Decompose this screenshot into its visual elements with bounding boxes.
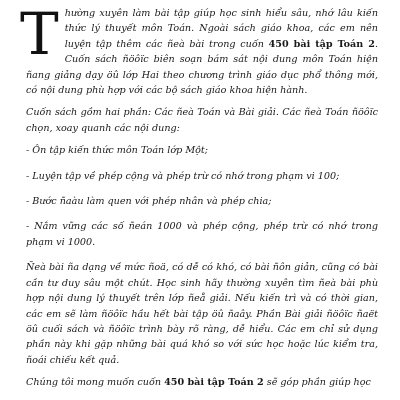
intro-text-before: hường xuyên làm bài tập giúp học sinh hiểu sâu, nhớ lâu kiến thức lý thuyết môn Toán. Ngoài sách giáo khoa, các em nên luyện tập thêm các ñeà bài trong cuốn (64, 8, 378, 50)
closing-paragraph (26, 375, 378, 390)
closing-text-before: Chúng tôi mong muốn cuốn (26, 377, 165, 389)
book-title: 450 bài tập Toán 2 (268, 38, 375, 50)
list-item: - Ôn tập kiến thức môn Toán lớp Một; (26, 145, 208, 157)
drop-cap: T (20, 0, 59, 68)
structure-paragraph: Cuốn sách gồm hai phần: Các ñeà Toán và Bài giải. Các ñeà Toán ñöôïc chọn, xoay quanh các nội dung: (26, 107, 378, 134)
usage-paragraph: Ñeà bài ña dạng về mức ñoä, có dễ có khó, có bài ñôn giản, cũng có bài cần tư duy sâu một chút. Học sinh hãy thường xuyên tìm ñeà bài phù hợp nội dung lý thuyết trên lớp ñeå giải. Nếu kiến trì và có thời gian, các em sẽ làm ñöôïc hầu hết bài tập öû ñaây. Phần Bài giải ñöôïc ñaët öû cuối sách và ñöôïc trình bày rõ ràng, dễ hiểu. Các em chỉ sử dụng phần này khi gặp những bài quá khó so với sức học hoặc lúc kiểm tra, ñoái chiếu kết quả. (26, 262, 378, 366)
book-title-closing: 450 bài tập Toán 2 (164, 377, 264, 389)
list-item: - Luyện tập về phép cộng và phép trừ có nhớ trong phạm vi 100; (26, 170, 340, 182)
intro-text-after: . Cuốn sách ñöôïc biên soạn bám sát nội dung môn Toán hiện ñang giảng dạy öû lớp Hai theo chương trình giáo dục phổ thông mới, có nội dung phù hợp với các bộ sách giáo khoa hiện hành. (26, 38, 378, 97)
list-item: - Nắm vững các số ñeán 1000 và phép cộng, phép trừ có nhớ trong phạm vi 1000. (26, 221, 378, 248)
intro-paragraph (20, 0, 378, 98)
closing-text-after: sẽ góp phần giúp học (263, 377, 371, 389)
content-list (26, 143, 378, 250)
list-item: - Bước ñaàu làm quen với phép nhân và phép chia; (26, 196, 272, 208)
